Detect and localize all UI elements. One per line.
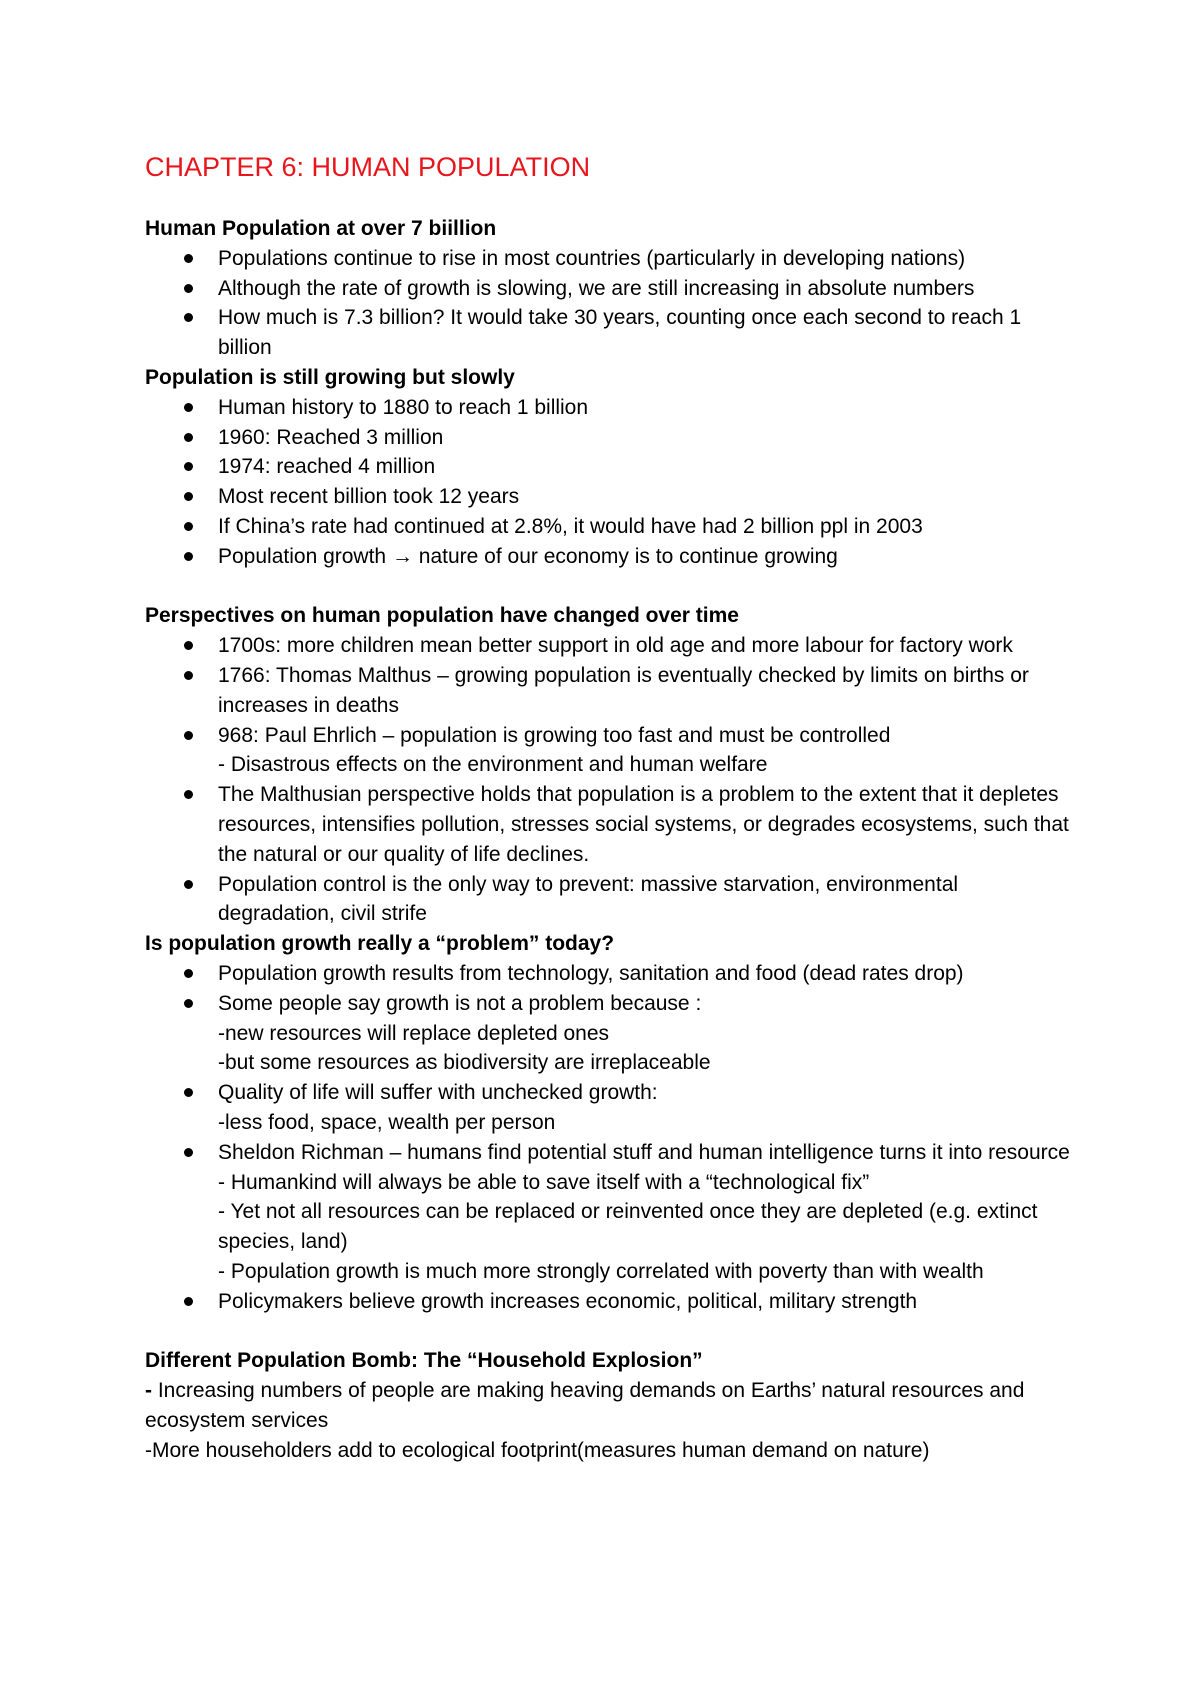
sub-item: - Disastrous effects on the environment and human welfare <box>218 753 768 777</box>
list-item <box>145 959 1075 989</box>
list-item <box>145 989 1075 1078</box>
list-item: Populations continue to rise in most countries (particularly in developing nations) <box>145 244 1075 274</box>
list-item <box>145 661 1075 721</box>
paragraph <box>145 1376 1075 1436</box>
sub-item: - Yet not all resources can be replaced or reinvented once they are depleted (e.g. extinct species, land) <box>218 1200 1038 1254</box>
item-text: 968: Paul Ehrlich – population is growing too fast and must be controlled <box>218 723 891 747</box>
paragraph <box>145 1436 1075 1466</box>
sub-item: - Population growth is much more strongly correlated with poverty than with wealth <box>218 1259 984 1283</box>
chapter-title: CHAPTER 6: HUMAN POPULATION <box>145 152 591 182</box>
paragraph-prefix: - <box>145 1379 152 1403</box>
section-heading: Is population growth really a “problem” today? <box>145 932 615 956</box>
item-text: 1700s: more children mean better support in old age and more labour for factory work <box>218 634 1013 658</box>
list-item: Population growth → nature of our economy is to continue growing <box>145 542 1075 572</box>
sub-item: -less food, space, wealth per person <box>218 1110 556 1134</box>
document-page <box>145 150 1075 1465</box>
item-text: Policymakers believe growth increases economic, political, military strength <box>218 1289 918 1313</box>
list-item: Human history to 1880 to reach 1 billion <box>145 393 1075 423</box>
bullet-list <box>145 631 1075 929</box>
list-item <box>145 780 1075 869</box>
list-item: How much is 7.3 billion? It would take 30 years, counting once each second to reach 1 billion <box>145 303 1075 363</box>
list-item: Although the rate of growth is slowing, we are still increasing in absolute numbers <box>145 274 1075 304</box>
item-text: The Malthusian perspective holds that population is a problem to the extent that it depletes resources, intensifies pollution, stresses social systems, or degrades ecosystems, such that the natural or our quality of life declines. <box>218 783 1069 866</box>
sub-item: -but some resources as biodiversity are irreplaceable <box>218 1051 711 1075</box>
bullet-list <box>145 959 1075 1317</box>
spacer <box>145 572 1075 602</box>
section-growing-slowly <box>145 363 1075 572</box>
bullet-list <box>145 244 1075 363</box>
list-item <box>145 1138 1075 1287</box>
list-item <box>145 1078 1075 1138</box>
list-item <box>145 1287 1075 1317</box>
item-text: Some people say growth is not a problem because : <box>218 991 702 1015</box>
section-heading: Perspectives on human population have changed over time <box>145 604 739 628</box>
list-item: 1960: Reached 3 million <box>145 423 1075 453</box>
section-heading: Human Population at over 7 biillion <box>145 217 497 240</box>
paragraph-text: Increasing numbers of people are making heaving demands on Earths’ natural resources and ecosystem services <box>145 1379 1025 1432</box>
spacer <box>145 1316 1075 1346</box>
paragraph-text: -More householders add to ecological footprint(measures human demand on nature) <box>145 1438 930 1462</box>
section-heading: Population is still growing but slowly <box>145 365 515 389</box>
list-item <box>145 631 1075 661</box>
list-item: Most recent billion took 12 years <box>145 482 1075 512</box>
sub-item: -new resources will replace depleted ones <box>218 1021 610 1045</box>
sub-item: - Humankind will always be able to save itself with a “technological fix” <box>218 1170 870 1194</box>
item-text: Quality of life will suffer with unchecked growth: <box>218 1081 658 1105</box>
item-text: Population growth results from technology, sanitation and food (dead rates drop) <box>218 961 964 985</box>
list-item: 1974: reached 4 million <box>145 452 1075 482</box>
section-perspectives <box>145 601 1075 929</box>
list-item <box>145 870 1075 930</box>
section-heading: Different Population Bomb: The “Household Explosion” <box>145 1349 703 1373</box>
item-text: 1766: Thomas Malthus – growing population is eventually checked by limits on births or increases in deaths <box>218 663 1029 717</box>
list-item: If China’s rate had continued at 2.8%, it would have had 2 billion ppl in 2003 <box>145 512 1075 542</box>
item-text: Sheldon Richman – humans find potential stuff and human intelligence turns it into resource <box>218 1140 1070 1164</box>
list-item <box>145 721 1075 781</box>
item-text: Population control is the only way to prevent: massive starvation, environmental degradation, civil strife <box>218 872 959 926</box>
section-household-explosion <box>145 1346 1075 1465</box>
bullet-list <box>145 393 1075 572</box>
section-problem-today <box>145 929 1075 1316</box>
section-human-population <box>145 214 1075 363</box>
